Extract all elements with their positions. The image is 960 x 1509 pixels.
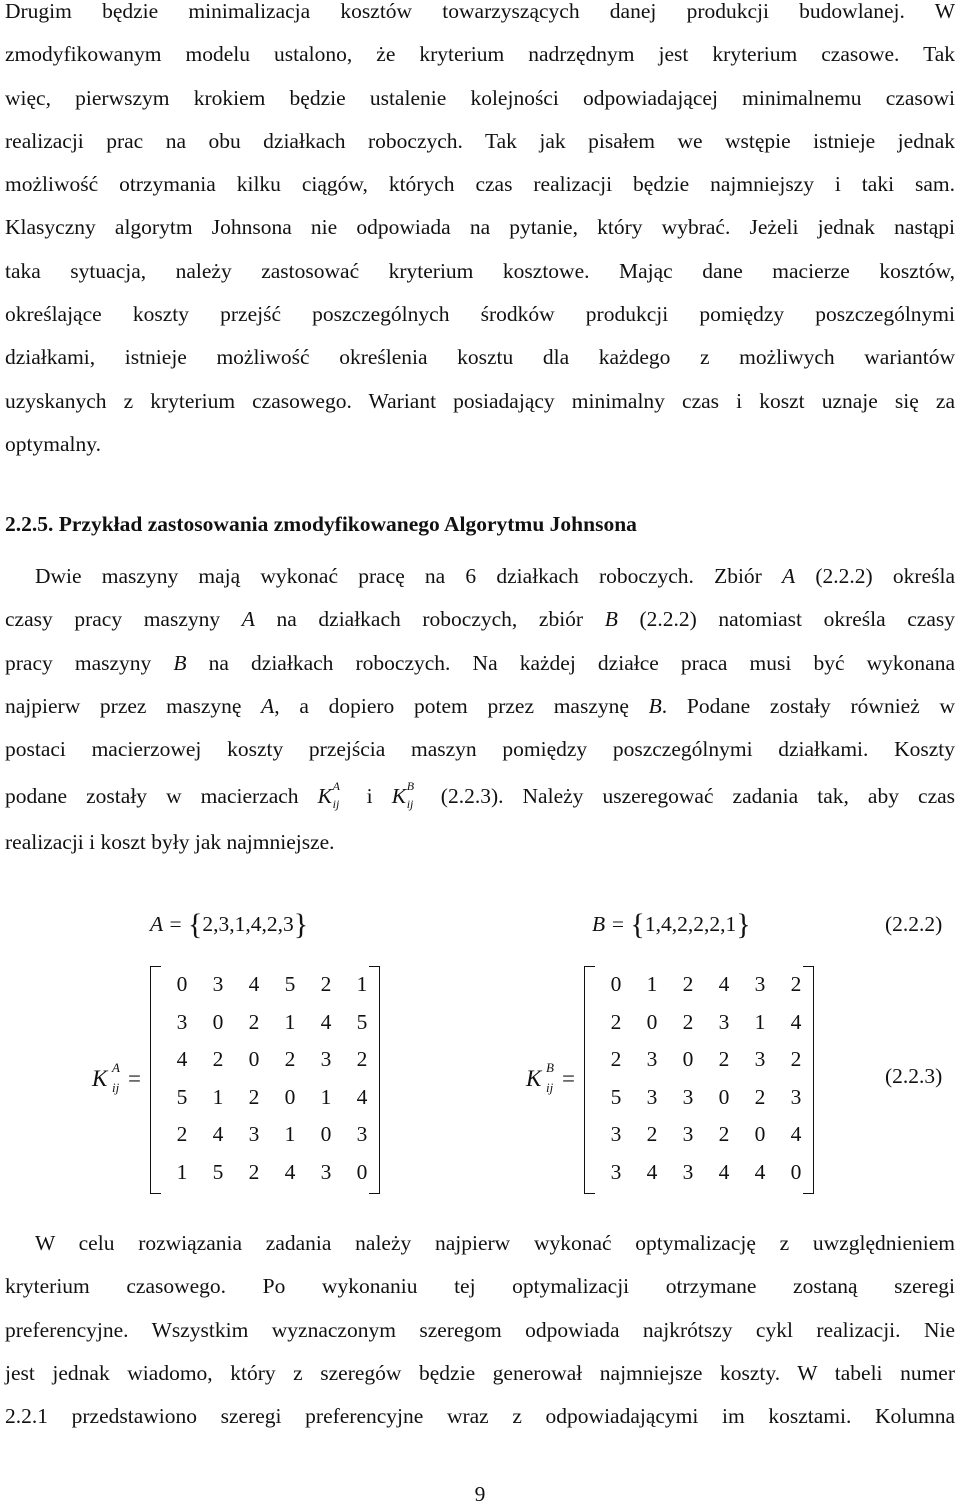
matrix-cell: 3	[610, 1122, 622, 1147]
matrix-cell: 0	[682, 1047, 694, 1072]
paragraph-optimization	[5, 1222, 955, 1438]
text-line: uzyskanych z kryterium czasowego. Wariant posiadający minimalny czas i koszt uznaje się za	[5, 388, 955, 413]
matrix-row	[164, 966, 380, 1004]
matrix-cell: 3	[646, 1047, 658, 1072]
matrix-cell: 2	[682, 1009, 694, 1034]
text-fragment: (2.2.2) określa	[815, 564, 955, 588]
text-line: realizacji prac na obu działkach roboczych. Tak jak pisałem we wstępie istnieje jednak	[5, 128, 955, 153]
matrix-KA-label	[92, 1060, 141, 1095]
matrix-cell: 1	[320, 1084, 332, 1109]
math-K-ij-B	[392, 771, 422, 821]
paragraph-intro	[5, 0, 955, 466]
matrix-cell: 3	[754, 1047, 766, 1072]
math-var: K	[526, 1066, 542, 1091]
matrix-cell: 4	[356, 1084, 368, 1109]
matrix-cell: 2	[754, 1084, 766, 1109]
matrix-cell: 2	[610, 1009, 622, 1034]
math-var: A	[782, 564, 796, 588]
matrix-cell: 4	[248, 972, 260, 997]
math-var: K	[391, 784, 407, 809]
math-K-ij-A	[318, 771, 348, 821]
superscript: A	[332, 779, 340, 794]
text-line: więc, pierwszym krokiem będzie ustalenie kolejności odpowiadającej minimalnemu czasowi	[5, 85, 955, 110]
superscript: A	[112, 1060, 120, 1075]
matrix-row	[598, 1154, 814, 1192]
matrix-cell: 4	[646, 1159, 658, 1184]
bracket-left	[584, 966, 595, 1194]
text-line	[5, 555, 955, 598]
matrix-cell: 0	[790, 1159, 802, 1184]
text-fragment: czasy pracy maszyny	[5, 607, 221, 632]
matrix-row	[598, 1004, 814, 1042]
subscript: ij	[332, 797, 340, 812]
set-A-formula	[150, 908, 308, 942]
brace-close: }	[736, 908, 751, 941]
equation-number: (2.2.2)	[885, 912, 943, 936]
matrix-cell: 2	[248, 1159, 260, 1184]
text-line: Drugim będzie minimalizacja kosztów towarzyszących danej produkcji budowlanej. W	[5, 0, 955, 23]
matrix-cell: 4	[176, 1047, 188, 1072]
text-line: postaci macierzowej koszty przejścia maszyn pomiędzy poszczególnymi działkami. Koszty	[5, 737, 955, 762]
text-line: taka sytuacja, należy zastosować kryterium kosztowe. Mając dane macierze kosztów,	[5, 258, 955, 283]
matrix-cell: 0	[754, 1122, 766, 1147]
matrix-cell: 1	[284, 1009, 296, 1034]
matrix-cell: 2	[718, 1122, 730, 1147]
matrix-cell: 2	[682, 972, 694, 997]
matrix-cell: 3	[646, 1084, 658, 1109]
matrix-row	[164, 1004, 380, 1042]
matrix-cell: 0	[176, 972, 188, 997]
matrix-cell: 4	[320, 1009, 332, 1034]
matrix-cell: 4	[212, 1122, 224, 1147]
paragraph-example	[5, 555, 955, 865]
set-B-values: 1,4,2,2,2,1	[644, 912, 737, 936]
subscript: ij	[406, 797, 414, 812]
text-line: W celu rozwiązania zadania należy najpierw wykonać optymalizację z uwzględnieniem	[35, 1231, 955, 1255]
matrix-cell: 2	[356, 1047, 368, 1072]
matrix-cell: 2	[284, 1047, 296, 1072]
matrix-cell: 1	[212, 1084, 224, 1109]
matrix-cell: 3	[682, 1159, 694, 1184]
math-var: B	[604, 607, 618, 632]
matrix-KA	[150, 966, 380, 1194]
matrix-row	[598, 966, 814, 1004]
text-fragment: pracy maszyny	[5, 650, 152, 675]
matrix-row	[598, 1116, 814, 1154]
matrix-cell: 2	[176, 1122, 188, 1147]
set-A-lhs: A =	[150, 912, 183, 936]
text-fragment: . Podane zostały również w	[661, 693, 955, 718]
matrix-cell: 3	[320, 1047, 332, 1072]
matrix-cell: 3	[320, 1159, 332, 1184]
matrix-cell: 1	[646, 972, 658, 997]
matrix-cell: 4	[718, 1159, 730, 1184]
matrix-cell: 3	[212, 972, 224, 997]
matrix-cell: 5	[356, 1009, 368, 1034]
text-line: 2.2.1 przedstawiono szeregi preferencyjne wraz z odpowiadającymi im kosztami. Kolumna	[5, 1404, 955, 1429]
equals-sign: =	[562, 1066, 575, 1091]
text-line	[5, 685, 955, 728]
matrix-cell: 2	[320, 972, 332, 997]
text-line: zmodyfikowanym modelu ustalono, że kryterium nadrzędnym jest kryterium czasowe. Tak	[5, 42, 955, 67]
matrix-row	[164, 1154, 380, 1192]
matrix-KB-label	[526, 1060, 575, 1095]
matrix-row	[164, 1079, 380, 1117]
bracket-left	[150, 966, 161, 1194]
text-line: działkami, istnieje możliwość określenia kosztu dla każdego z możliwych wariantów	[5, 345, 955, 370]
matrix-cell: 3	[248, 1122, 260, 1147]
superscript: B	[406, 779, 415, 794]
text-fragment: , a dopiero potem przez maszynę	[274, 693, 629, 718]
text-line: realizacji i koszt były jak najmniejsze.	[5, 830, 335, 855]
text-line: jest jednak wiadomo, który z szeregów będzie generował najmniejsze koszty. W tabeli numer	[5, 1360, 955, 1385]
matrix-KB-table	[598, 966, 814, 1191]
matrix-row	[598, 1041, 814, 1079]
matrix-cell: 2	[790, 972, 802, 997]
text-line	[5, 642, 955, 685]
matrix-cell: 0	[646, 1009, 658, 1034]
text-line: określające koszty przejść poszczególnych środków produkcji pomiędzy poszczególnymi	[5, 302, 955, 327]
matrix-cell: 5	[284, 972, 296, 997]
math-var: A	[261, 693, 275, 718]
matrix-cell: 3	[356, 1122, 368, 1147]
matrix-cell: 5	[610, 1084, 622, 1109]
text-fragment: i	[366, 784, 373, 809]
matrix-cell: 0	[610, 972, 622, 997]
matrix-cell: 4	[754, 1159, 766, 1184]
matrix-cell: 2	[248, 1084, 260, 1109]
matrix-cell: 3	[718, 1009, 730, 1034]
text-line	[5, 598, 955, 641]
matrix-cell: 4	[790, 1009, 802, 1034]
superscript: B	[546, 1060, 554, 1075]
matrix-cell: 1	[754, 1009, 766, 1034]
matrix-cell: 3	[754, 972, 766, 997]
text-fragment: Dwie maszyny mają wykonać pracę na 6 działkach roboczych. Zbiór	[35, 564, 762, 588]
brace-open: {	[630, 908, 645, 941]
brace-open: {	[188, 908, 203, 941]
matrix-KB	[584, 966, 814, 1194]
text-fragment: (2.2.3). Należy uszeregować zadania tak, aby czas	[440, 784, 956, 809]
set-B-formula	[592, 908, 751, 942]
text-fragment: podane zostały w macierzach	[5, 784, 299, 809]
math-var: B	[173, 650, 187, 675]
matrix-cell: 3	[610, 1159, 622, 1184]
text-line: optymalny.	[5, 431, 101, 456]
text-line	[5, 771, 955, 821]
matrix-cell: 3	[176, 1009, 188, 1034]
text-line: preferencyjne. Wszystkim wyznaczonym szeregom odpowiada najkrótszy cykl realizacji. Nie	[5, 1317, 955, 1342]
matrix-cell: 2	[790, 1047, 802, 1072]
bracket-right	[369, 966, 380, 1194]
matrix-cell: 2	[610, 1047, 622, 1072]
text-fragment: (2.2.2) natomiast określa czasy	[639, 607, 956, 632]
matrix-cell: 0	[718, 1084, 730, 1109]
text-fragment: najpierw przez maszynę	[5, 693, 242, 718]
matrix-cell: 5	[212, 1159, 224, 1184]
matrix-cell: 0	[212, 1009, 224, 1034]
equals-sign: =	[128, 1066, 141, 1091]
brace-close: }	[293, 908, 309, 941]
matrix-cell: 0	[320, 1122, 332, 1147]
matrix-cell: 5	[176, 1084, 188, 1109]
matrix-row	[164, 1116, 380, 1154]
set-B-lhs: B =	[592, 912, 626, 936]
page-number: 9	[474, 1482, 486, 1506]
matrix-cell: 1	[176, 1159, 188, 1184]
math-var: A	[241, 607, 255, 632]
matrix-cell: 3	[682, 1122, 694, 1147]
matrix-cell: 2	[718, 1047, 730, 1072]
math-var: K	[92, 1066, 108, 1091]
text-line: Klasyczny algorytm Johnsona nie odpowiada na pytanie, który wybrać. Jeżeli jednak nastąpi	[5, 215, 955, 240]
math-var: K	[317, 784, 332, 809]
matrix-cell: 4	[284, 1159, 296, 1184]
matrix-cell: 1	[284, 1122, 296, 1147]
text-line: kryterium czasowego. Po wykonaniu tej optymalizacji otrzymane zostaną szeregi	[5, 1274, 955, 1299]
matrix-cell: 4	[718, 972, 730, 997]
matrix-cell: 2	[248, 1009, 260, 1034]
matrix-cell: 2	[646, 1122, 658, 1147]
text-fragment: na działkach roboczych. Na każdej działce praca musi być wykonana	[208, 650, 955, 675]
matrix-cell: 0	[356, 1159, 368, 1184]
matrix-cell: 3	[790, 1084, 802, 1109]
text-line: możliwość otrzymania kilku ciągów, których czas realizacji będzie najmniejszy i taki sam.	[5, 172, 955, 197]
bracket-right	[803, 966, 814, 1194]
text-fragment: na działkach roboczych, zbiór	[276, 607, 584, 632]
matrix-KA-table	[164, 966, 380, 1191]
equation-number: (2.2.3)	[885, 1064, 943, 1088]
matrix-cell: 3	[682, 1084, 694, 1109]
matrix-row	[598, 1079, 814, 1117]
matrix-cell: 1	[356, 972, 368, 997]
subscript: ij	[112, 1080, 120, 1095]
matrix-cell: 2	[212, 1047, 224, 1072]
section-heading: 2.2.5. Przykład zastosowania zmodyfikowanego Algorytmu Johnsona	[5, 512, 637, 536]
set-A-values: 2,3,1,4,2,3	[202, 912, 294, 936]
matrix-cell: 0	[284, 1084, 296, 1109]
matrix-cell: 4	[790, 1122, 802, 1147]
subscript: ij	[546, 1080, 554, 1095]
math-var: B	[648, 693, 662, 718]
matrix-cell: 0	[248, 1047, 260, 1072]
matrix-row	[164, 1041, 380, 1079]
